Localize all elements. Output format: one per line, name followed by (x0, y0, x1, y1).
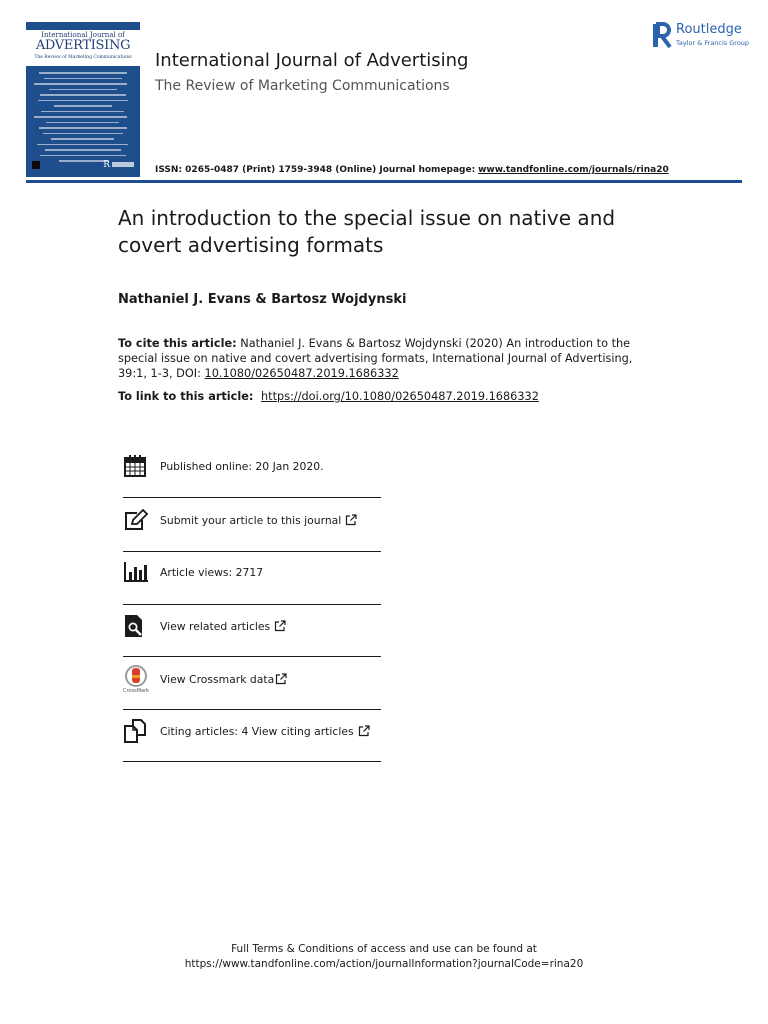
related-articles-row[interactable] (123, 611, 381, 641)
journal-homepage-link[interactable]: www.tandfonline.com/journals/rina20 (478, 165, 669, 175)
related-articles-text[interactable]: View related articles (160, 619, 271, 633)
citing-articles-text[interactable]: Citing articles: 4 View citing articles (160, 724, 354, 738)
row-divider (123, 761, 381, 762)
cover-routledge-mark: R (103, 160, 110, 170)
link-block (118, 390, 539, 403)
cite-label: To cite this article: (118, 337, 237, 350)
citation-block (118, 336, 648, 381)
row-divider (123, 656, 381, 657)
cover-routledge-text (112, 162, 134, 167)
publisher-tagline: Taylor & Francis Group (676, 39, 750, 47)
footer-terms-link[interactable]: https://www.tandfonline.com/action/journalInformation?journalCode=rina20 (184, 958, 584, 970)
article-views-row (123, 557, 381, 587)
cite-doi-link[interactable]: 10.1080/02650487.2019.1686332 (204, 367, 399, 380)
crossmark-icon (123, 665, 153, 693)
citing-documents-icon (123, 717, 153, 745)
routledge-r-icon (652, 22, 672, 48)
document-search-icon (123, 612, 153, 640)
published-row (123, 451, 381, 481)
external-link-icon (358, 725, 370, 737)
cover-top-bar (26, 22, 140, 30)
submit-article-row[interactable] (123, 505, 381, 535)
link-label: To link to this article: (118, 390, 254, 403)
external-link-icon (275, 673, 287, 685)
cover-publisher-mark (32, 161, 40, 169)
routledge-logo (652, 22, 750, 48)
row-divider (123, 497, 381, 498)
submit-article-text[interactable]: Submit your article to this journal (160, 513, 342, 527)
crossmark-row[interactable] (123, 664, 381, 694)
header-divider (26, 180, 742, 183)
external-link-icon (345, 514, 357, 526)
issn-text: ISSN: 0265-0487 (Print) 1759-3948 (Online) Journal homepage: (155, 165, 476, 175)
external-link-icon (274, 620, 286, 632)
row-divider (123, 604, 381, 605)
svg-text:CrossMark: CrossMark (123, 688, 149, 693)
article-title: An introduction to the special issue on native and covert advertising formats (118, 206, 616, 257)
cover-contents-lines (34, 72, 132, 166)
footer-terms-text: Full Terms & Conditions of access and use can be found at (231, 943, 537, 955)
cover-journal-big: ADVERTISING (35, 38, 131, 53)
cover-journal-small: International Journal of (41, 31, 125, 39)
publisher-name: Routledge (676, 22, 742, 37)
cover-footer (32, 161, 134, 171)
citing-articles-row[interactable] (123, 716, 381, 746)
crossmark-text[interactable]: View Crossmark data (160, 672, 275, 686)
terms-footer (0, 942, 768, 972)
cite-text: Nathaniel J. Evans & Bartosz Wojdynski (2020) An introduction to the special issue on native and covert advertising formats, International Journal of Advertising, 39:1, 1-3, DOI: (118, 337, 633, 380)
cover-tagline: The Review of Marketing Communications (34, 55, 132, 60)
issn-line (155, 165, 669, 175)
row-divider (123, 551, 381, 552)
article-authors: Nathaniel J. Evans & Bartosz Wojdynski (118, 292, 407, 307)
journal-title: International Journal of Advertising (155, 50, 469, 71)
journal-cover-image (26, 22, 140, 177)
article-views-text: Article views: 2717 (160, 565, 264, 579)
journal-subtitle: The Review of Marketing Communications (155, 78, 450, 94)
doi-link[interactable]: https://doi.org/10.1080/02650487.2019.1686332 (261, 390, 539, 403)
bar-chart-icon (123, 558, 153, 586)
edit-icon (123, 506, 153, 534)
row-divider (123, 709, 381, 710)
calendar-icon (123, 452, 153, 480)
published-text: Published online: 20 Jan 2020. (160, 459, 324, 473)
